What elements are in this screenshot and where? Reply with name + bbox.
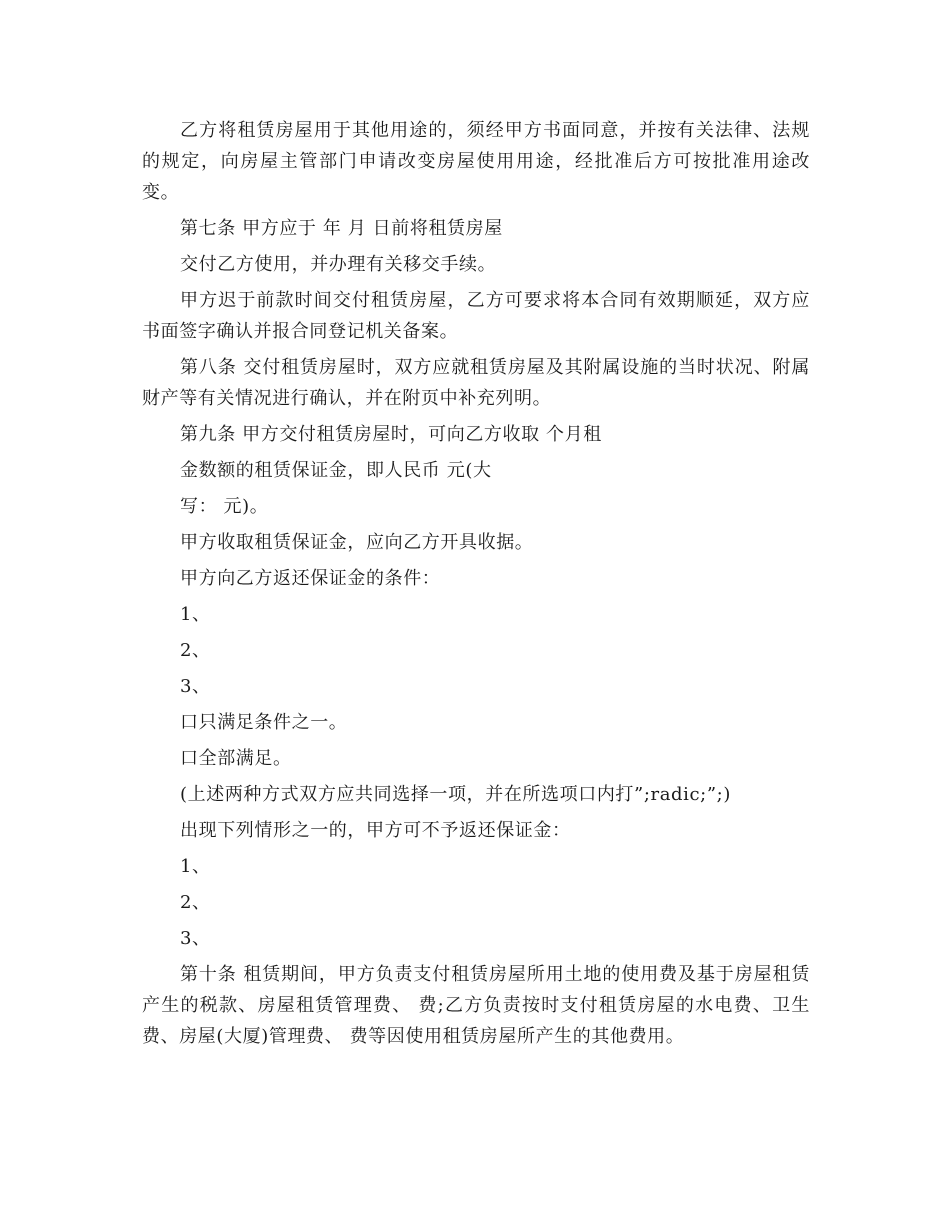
- paragraph-article-8: 第八条 交付租赁房屋时，双方应就租赁房屋及其附属设施的当时状况、附属财产等有关情况进行确认，并在附页中补充列明。: [142, 357, 810, 409]
- list-item: 1、: [180, 604, 211, 625]
- paragraph-deposit-written: 写： 元)。: [180, 496, 269, 517]
- paragraph-choice-note: (上述两种方式双方应共同选择一项，并在所选项口内打”;radic;”;): [180, 784, 731, 805]
- option-all-conditions: 口全部满足。: [180, 748, 292, 769]
- paragraph-no-return: 出现下列情形之一的，甲方可不予返还保证金：: [180, 820, 571, 841]
- paragraph-article-7: 第七条 甲方应于 年 月 日前将租赁房屋: [180, 218, 503, 239]
- paragraph-article-9: 第九条 甲方交付租赁房屋时，可向乙方收取 个月租: [180, 424, 602, 445]
- paragraph-deposit-amount: 金数额的租赁保证金，即人民币 元(大: [180, 460, 492, 481]
- option-one-condition: 口只满足条件之一。: [180, 712, 348, 733]
- paragraph-receipt: 甲方收取租赁保证金，应向乙方开具收据。: [180, 532, 534, 553]
- list-item: 2、: [180, 892, 211, 913]
- list-item: 1、: [180, 856, 211, 877]
- document-body: [142, 115, 810, 1057]
- list-item: 3、: [180, 676, 211, 697]
- paragraph-article-10: 第十条 租赁期间，甲方负责支付租赁房屋所用土地的使用费及基于房屋租赁产生的税款、房屋租赁管理费、 费;乙方负责按时支付租赁房屋的水电费、卫生费、房屋(大厦)管理费、 费等因使用租赁房屋所产生的其他费用。: [142, 964, 810, 1047]
- paragraph-return-conditions: 甲方向乙方返还保证金的条件：: [180, 568, 441, 589]
- list-item: 3、: [180, 928, 211, 949]
- paragraph-usage-change: 乙方将租赁房屋用于其他用途的，须经甲方书面同意，并按有关法律、法规的规定，向房屋主管部门申请改变房屋使用用途，经批准后方可按批准用途改变。: [142, 120, 810, 203]
- list-item: 2、: [180, 640, 211, 661]
- paragraph-handover: 交付乙方使用，并办理有关移交手续。: [180, 254, 497, 275]
- paragraph-late-delivery: 甲方迟于前款时间交付租赁房屋，乙方可要求将本合同有效期顺延，双方应书面签字确认并报合同登记机关备案。: [142, 290, 810, 342]
